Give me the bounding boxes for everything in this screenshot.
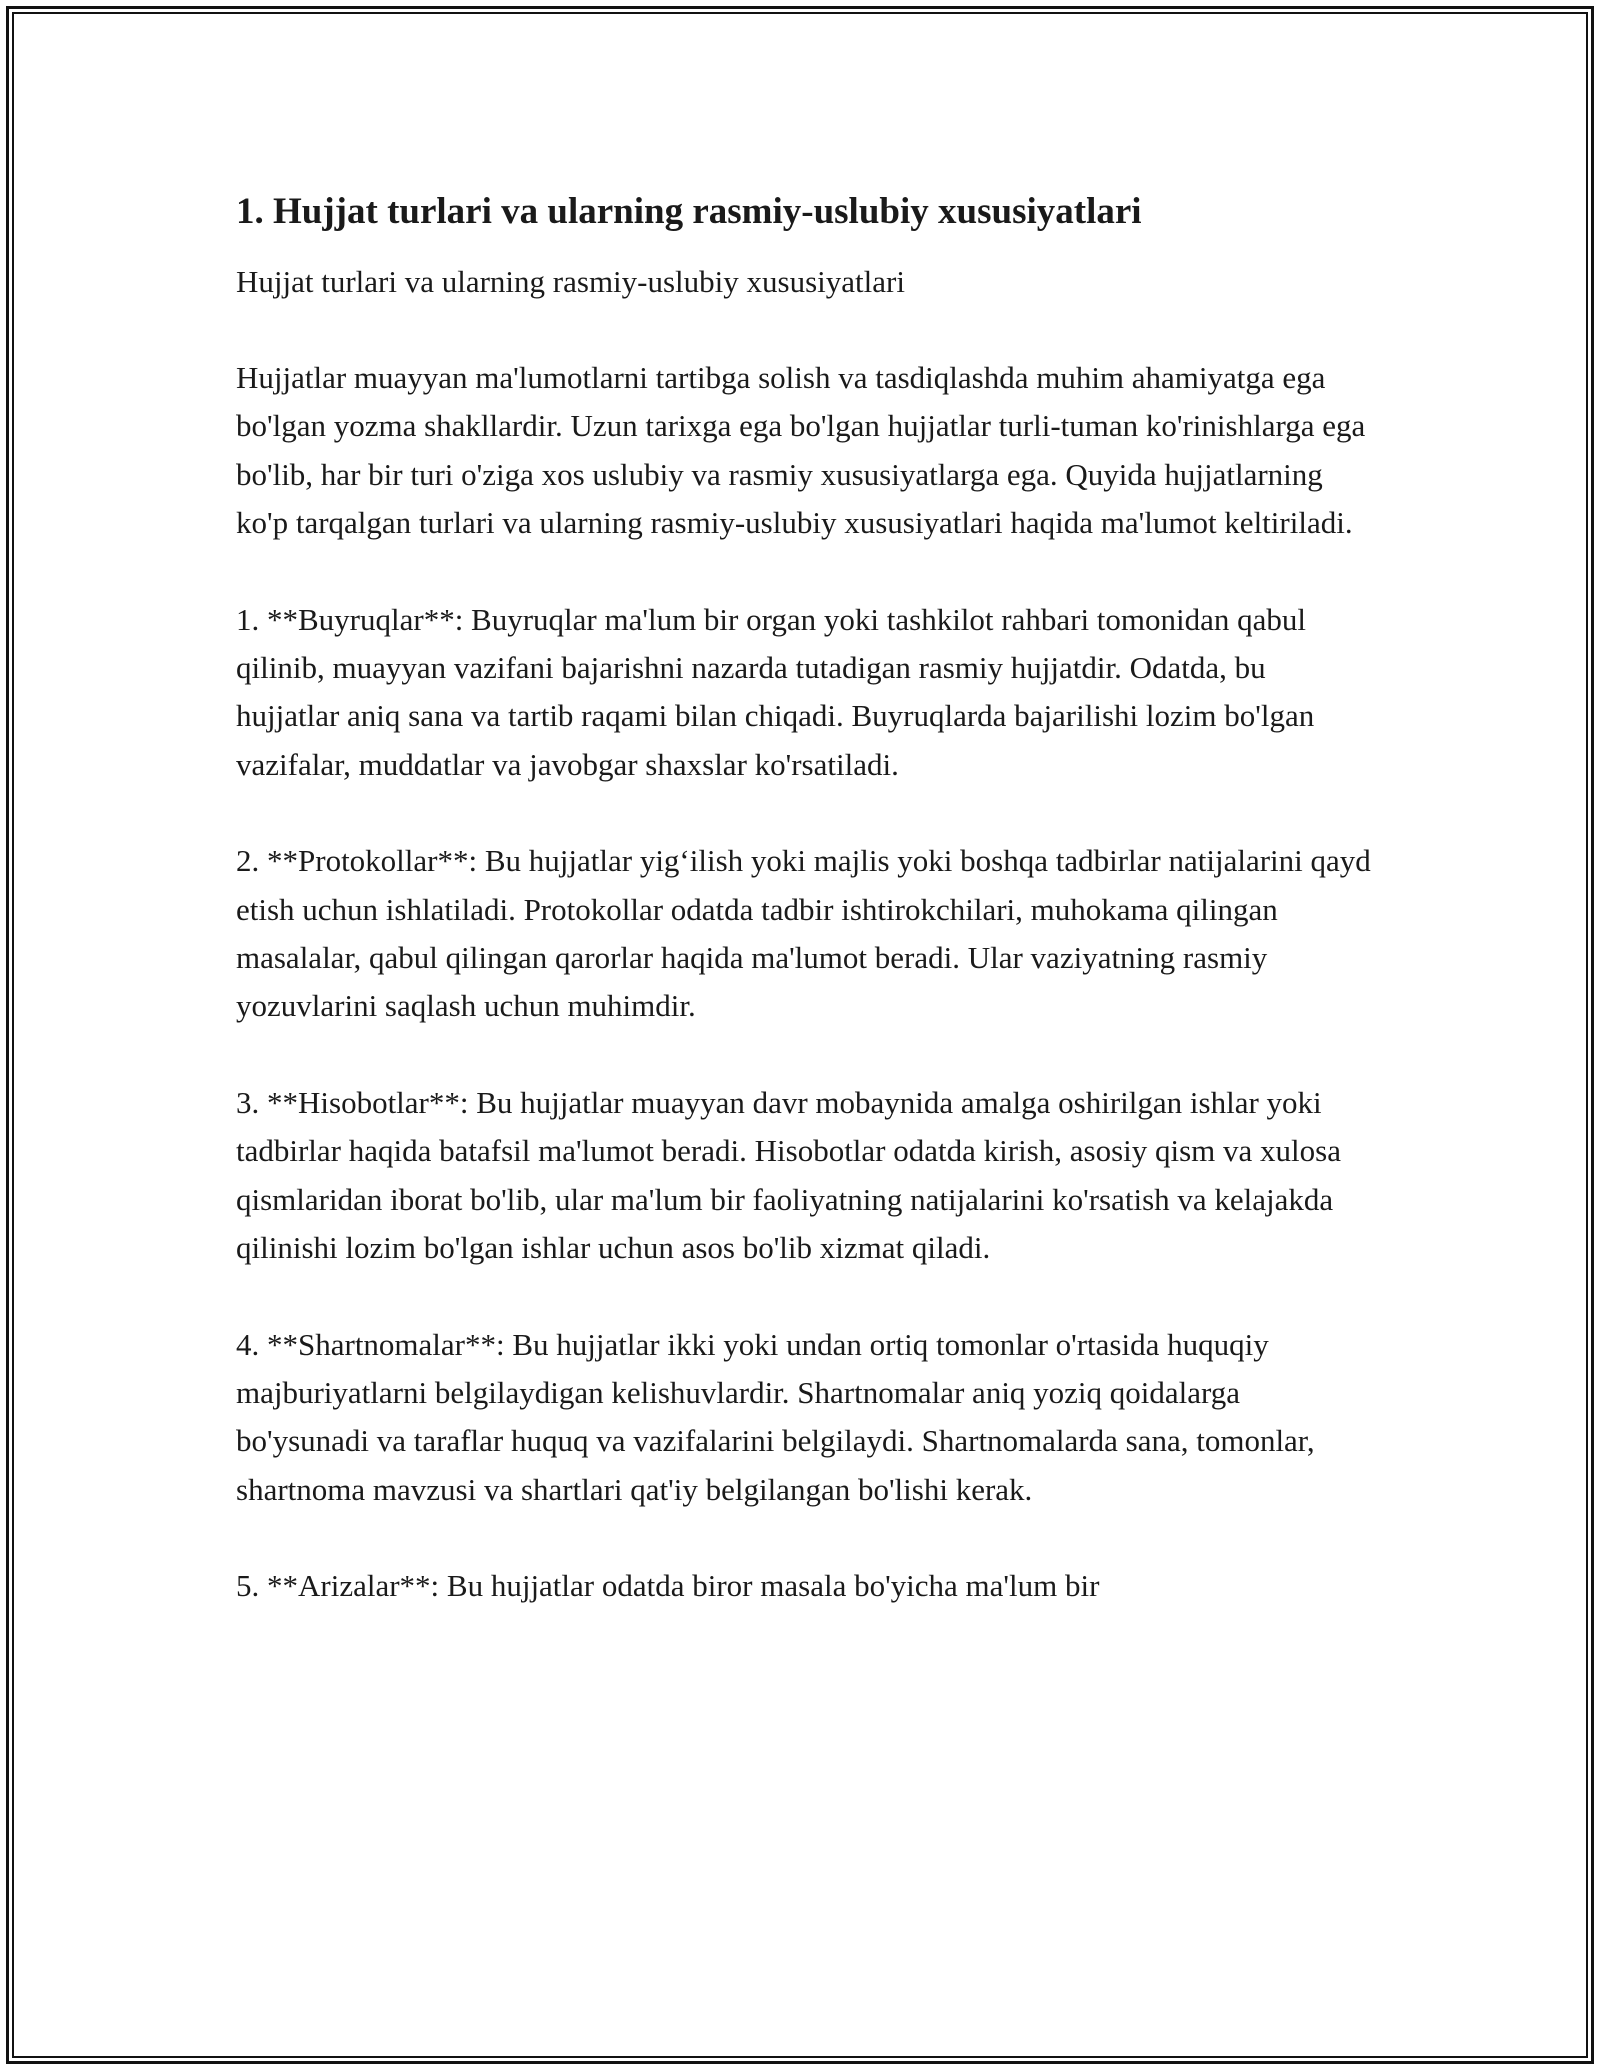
paragraph-protokollar: 2. **Protokollar**: Bu hujjatlar yig‘ilish yoki majlis yoki boshqa tadbirlar natijalarini qayd etish uchun ishlatiladi. Protokollar odatda tadbir ishtirokchilari, muhokama qilingan masalalar, qabul qilingan qarorlar haqida ma'lumot beradi. Ular vaziyatning rasmiy yozuvlarini saqlash uchun muhimdir. <box>236 843 1371 1024</box>
paragraph-arizalar: 5. **Arizalar**: Bu hujjatlar odatda biror masala bo'yicha ma'lum bir <box>236 1568 1100 1604</box>
document-body <box>236 186 1376 1611</box>
paragraph-shartnomalar: 4. **Shartnomalar**: Bu hujjatlar ikki yoki undan ortiq tomonlar o'rtasida huquqiy majburiyatlarni belgilaydigan kelishuvlardir. Shartnomalar aniq yoziq qoidalarga bo'ysunadi va taraflar huquq va vazifalarini belgilaydi. Shartnomalarda sana, tomonlar, shartnoma mavzusi va shartlari qat'iy belgilangan bo'lishi kerak. <box>236 1326 1315 1507</box>
paragraph-intro: Hujjatlar muayyan ma'lumotlarni tartibga solish va tasdiqlashda muhim ahamiyatga ega bo'lgan yozma shakllardir. Uzun tarixga ega bo'lgan hujjatlar turli-tuman ko'rinishlarga ega bo'lib, har bir turi o'ziga xos uslubiy va rasmiy xususiyatlarga ega. Quyida hujjatlarning ko'p tarqalgan turlari va ularning rasmiy-uslubiy xususiyatlari haqida ma'lumot keltiriladi. <box>236 360 1366 541</box>
document-title: 1. Hujjat turlari va ularning rasmiy-uslubiy xususiyatlari <box>236 191 1142 232</box>
paragraph-hisobotlar: 3. **Hisobotlar**: Bu hujjatlar muayyan davr mobaynida amalga oshirilgan ishlar yoki tadbirlar haqida batafsil ma'lumot beradi. Hisobotlar odatda kirish, asosiy qism va xulosa qismlaridan iborat bo'lib, ular ma'lum bir faoliyatning natijalarini ko'rsatish va kelajakda qilinishi lozim bo'lgan ishlar uchun asos bo'lib xizmat qiladi. <box>236 1084 1341 1266</box>
paragraph-buyruqlar: 1. **Buyruqlar**: Buyruqlar ma'lum bir organ yoki tashkilot rahbari tomonidan qabul qilinib, muayyan vazifani bajarishni nazarda tutadigan rasmiy hujjatdir. Odatda, bu hujjatlar aniq sana va tartib raqami bilan chiqadi. Buyruqlarda bajarilishi lozim bo'lgan vazifalar, muddatlar va javobgar shaxslar ko'rsatiladi. <box>236 601 1315 782</box>
document-subtitle: Hujjat turlari va ularning rasmiy-uslubiy xususiyatlari <box>236 264 905 299</box>
